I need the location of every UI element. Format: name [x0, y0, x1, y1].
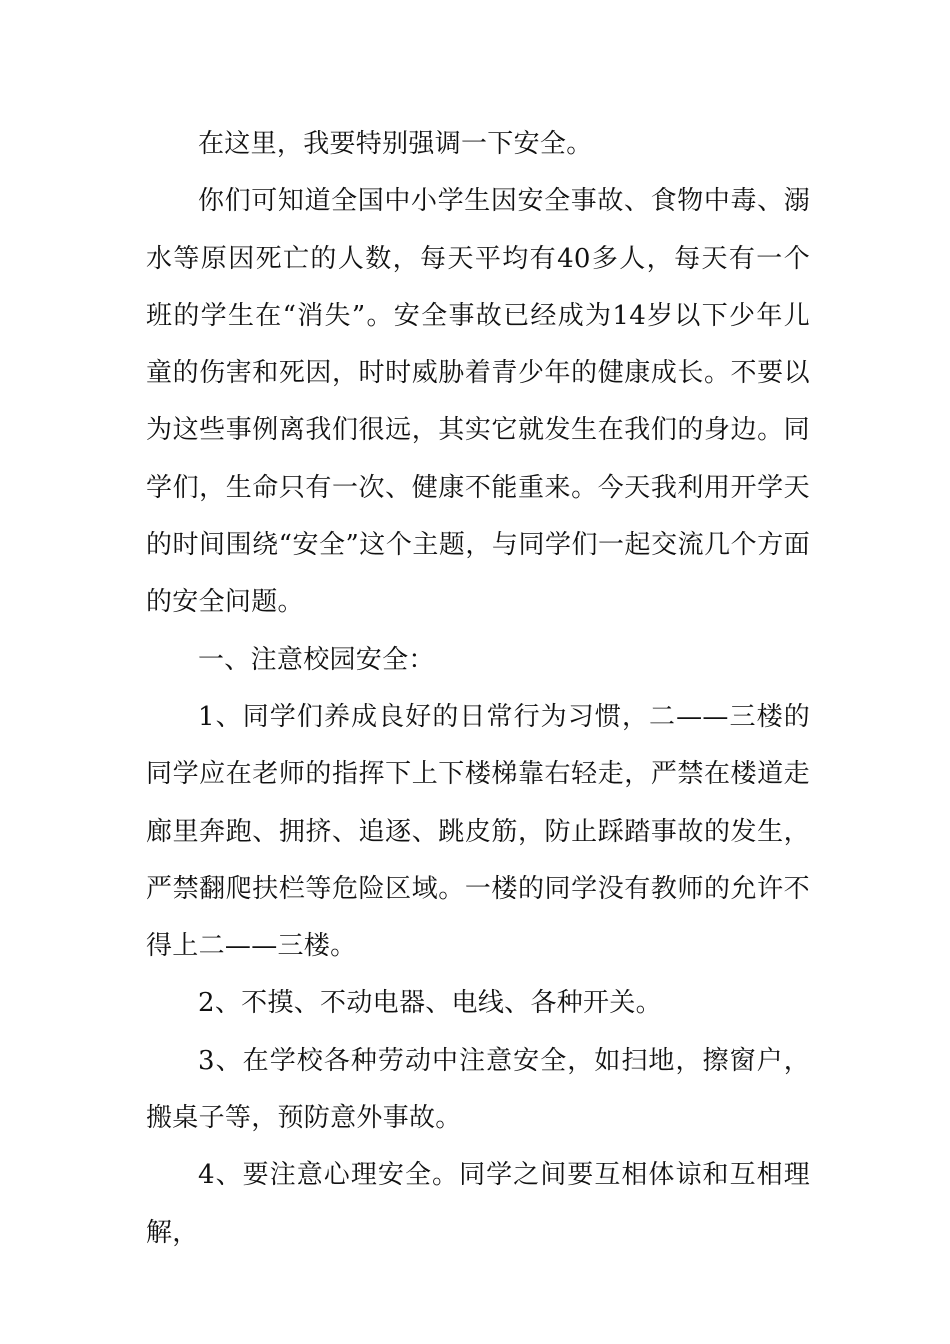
paragraph-safety-emphasis: 在这里，我要特别强调一下安全。 — [198, 129, 593, 159]
document-body — [146, 116, 810, 1262]
list-item-1-stairs: 1、同学们养成良好的日常行为习惯，二——三楼的同学应在老师的指挥下上下楼梯靠右轻走，严禁在楼道走廊里奔跑、拥挤、追逐、跳皮筋，防止踩踏事故的发生，严禁翻爬扶栏等危险区域。一楼的同学没有教师的允许不得上二——三楼。 — [146, 701, 810, 962]
paragraph-safety-statistics: 你们可知道全国中小学生因安全事故、食物中毒、溺水等原因死亡的人数，每天平均有40多人，每天有一个班的学生在“消失”。安全事故已经成为14岁以下少年儿童的伤害和死因，时时威胁着青少年的健康成长。不要以为这些事例离我们很远，其实它就发生在我们的身边。同学们，生命只有一次、健康不能重来。今天我利用开学天的时间围绕“安全”这个主题，与同学们一起交流几个方面的安全问题。 — [146, 186, 810, 618]
section-heading-campus-safety: 一、注意校园安全： — [198, 644, 435, 675]
list-item-4-psychological: 4、要注意心理安全。同学之间要互相体谅和互相理解， — [146, 1160, 810, 1248]
list-item-2-electrical: 2、不摸、不动电器、电线、各种开关。 — [198, 988, 662, 1019]
list-item-3-labor: 3、在学校各种劳动中注意安全，如扫地，擦窗户，搬桌子等，预防意外事故。 — [146, 1045, 810, 1134]
